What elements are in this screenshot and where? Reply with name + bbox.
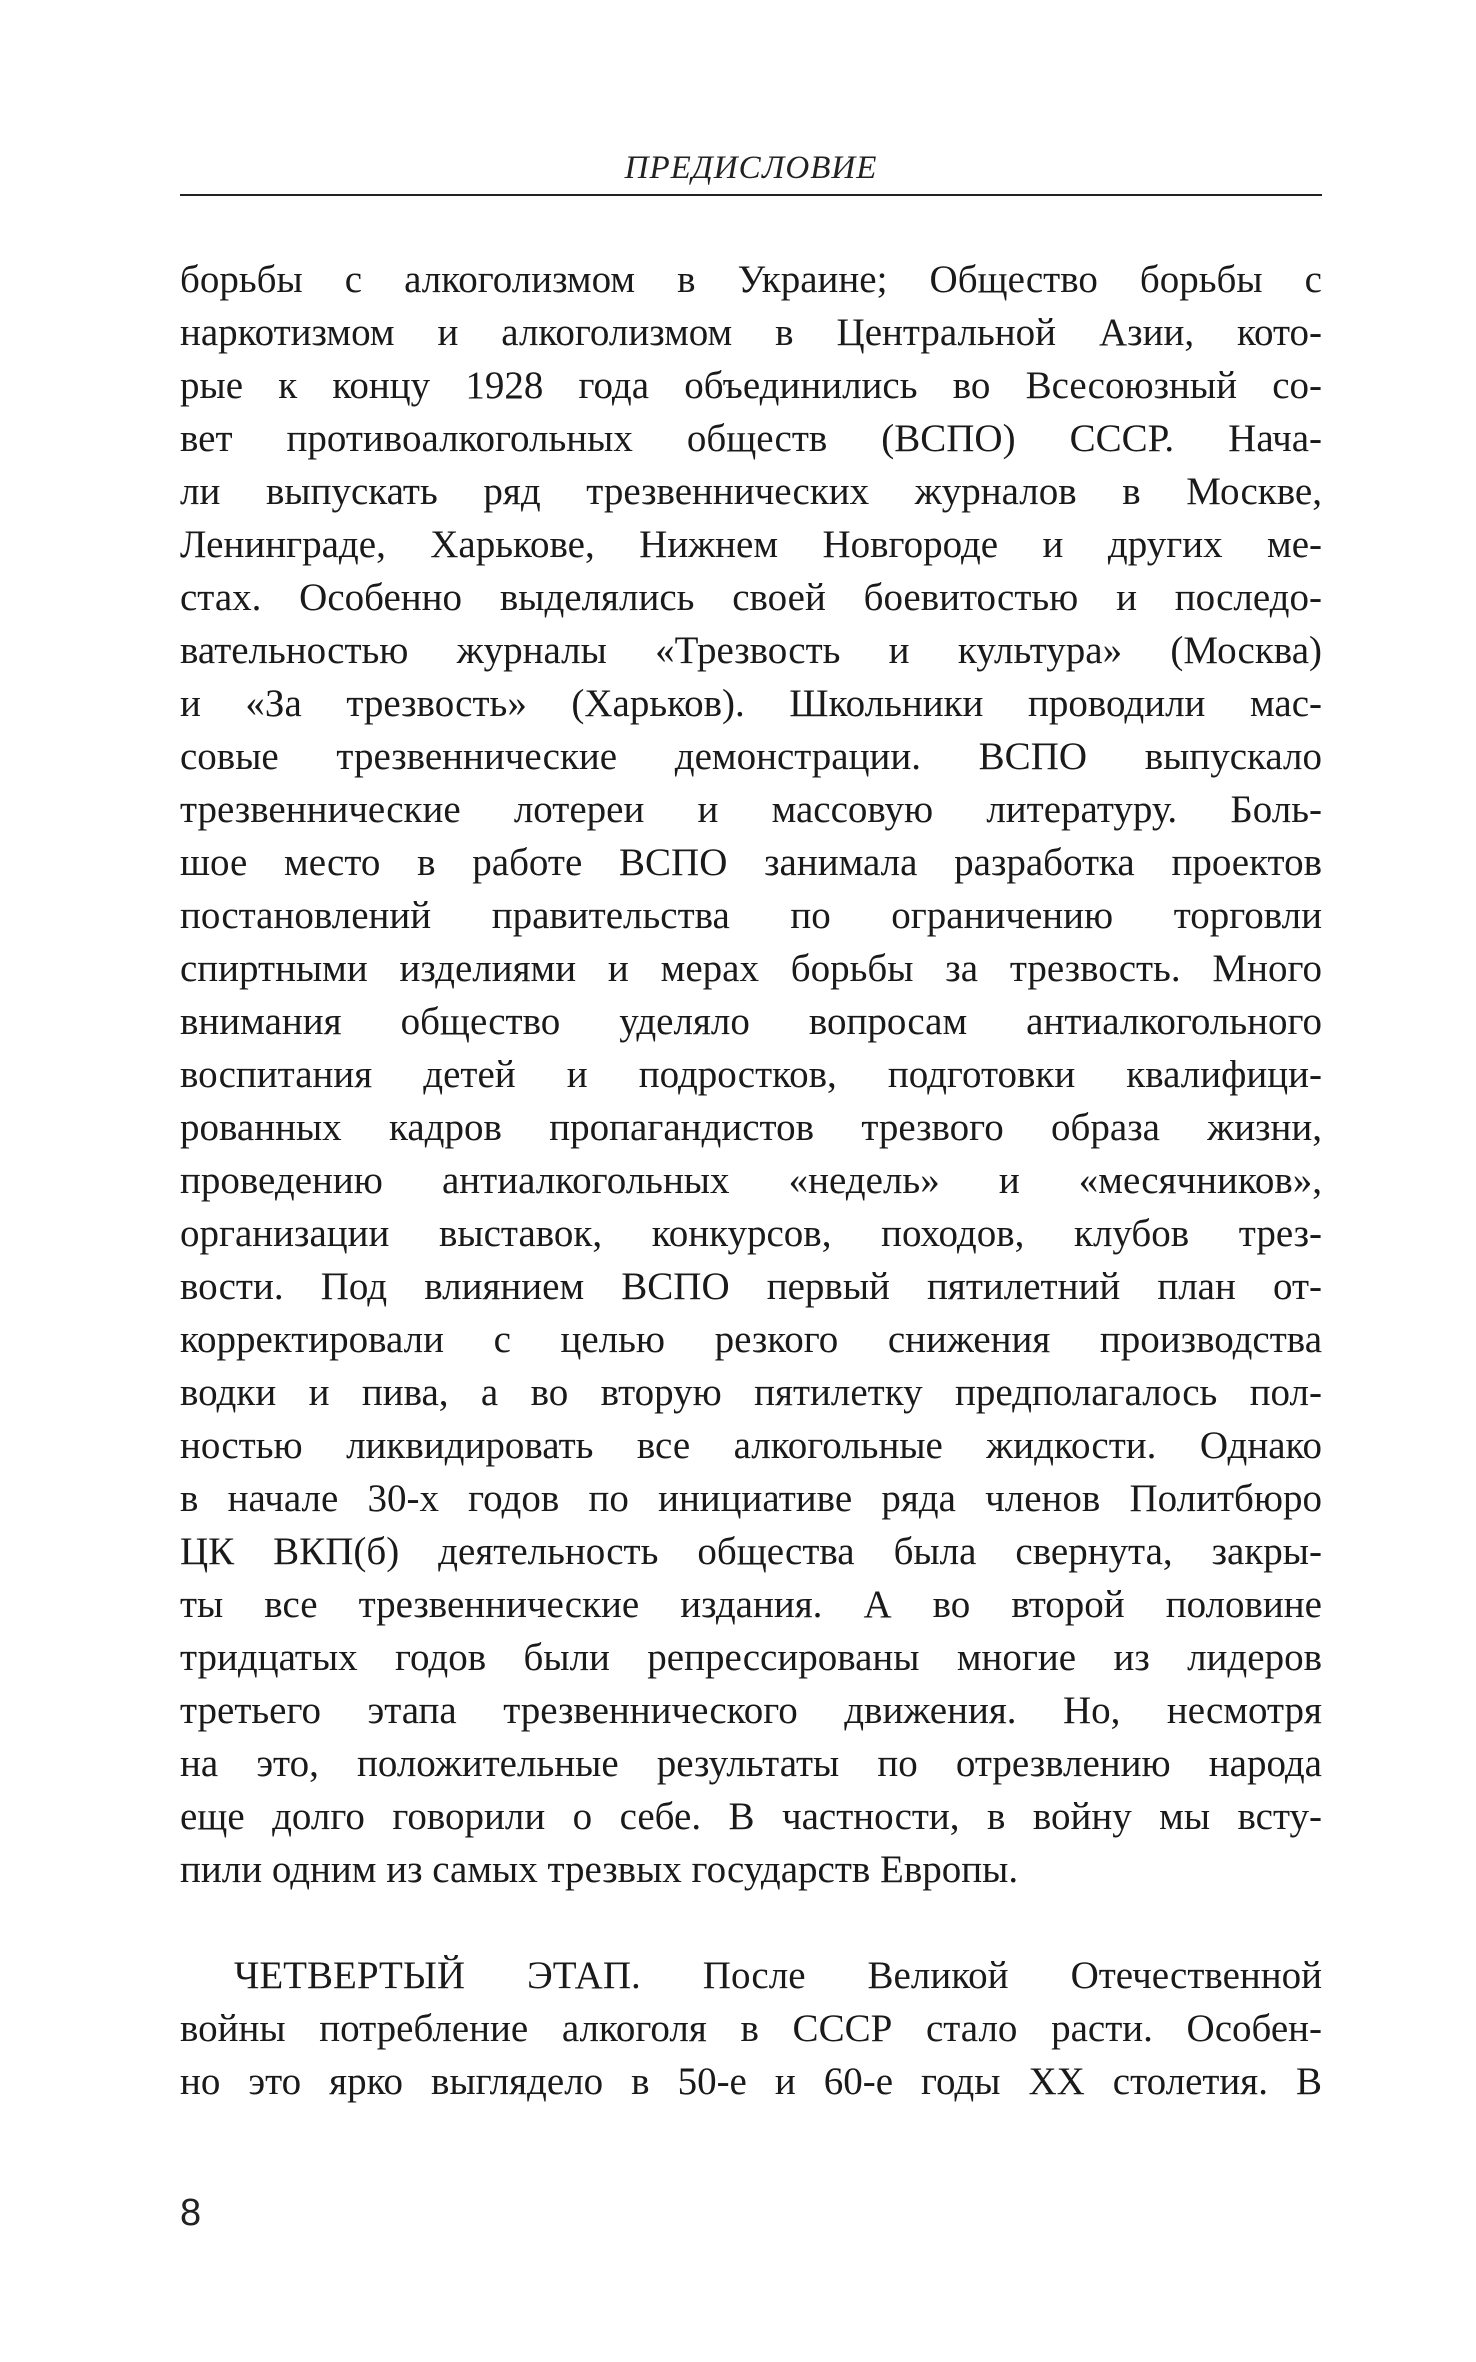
text-line: войны потребление алкоголя в СССР стало расти. Особен- bbox=[180, 2007, 1322, 2050]
text-line: шое место в работе ВСПО занимала разработка проектов bbox=[180, 841, 1322, 884]
text-line: совые трезвеннические демонстрации. ВСПО выпускало bbox=[180, 735, 1322, 778]
paragraph-spacer bbox=[180, 1896, 1322, 1949]
text-line: постановлений правительства по ограничению торговли bbox=[180, 894, 1322, 937]
paragraph bbox=[180, 1949, 1322, 2108]
text-line: борьбы с алкоголизмом в Украине; Общество борьбы с bbox=[180, 258, 1322, 301]
text-line: ли выпускать ряд трезвеннических журналов в Москве, bbox=[180, 470, 1322, 513]
text-line: третьего этапа трезвеннического движения. Но, несмотря bbox=[180, 1689, 1322, 1732]
text-line: рые к концу 1928 года объединились во Всесоюзный со- bbox=[180, 364, 1322, 407]
text-line: внимания общество уделяло вопросам антиалкогольного bbox=[180, 1000, 1322, 1043]
text-line: ЦК ВКП(б) деятельность общества была свернута, закры- bbox=[180, 1530, 1322, 1573]
text-line: воспитания детей и подростков, подготовки квалифици- bbox=[180, 1053, 1322, 1096]
text-line: и «За трезвость» (Харьков). Школьники проводили мас- bbox=[180, 682, 1322, 725]
text-line: Ленинграде, Харькове, Нижнем Новгороде и других ме- bbox=[180, 523, 1322, 566]
text-line: вательностью журналы «Трезвость и культура» (Москва) bbox=[180, 629, 1322, 672]
text-line: трезвеннические лотереи и массовую литературу. Боль- bbox=[180, 788, 1322, 831]
text-line: еще долго говорили о себе. В частности, в войну мы всту- bbox=[180, 1795, 1322, 1838]
text-line: стах. Особенно выделялись своей боевитостью и последо- bbox=[180, 576, 1322, 619]
text-line: в начале 30-х годов по инициативе ряда членов Политбюро bbox=[180, 1477, 1322, 1520]
text-line: тридцатых годов были репрессированы многие из лидеров bbox=[180, 1636, 1322, 1679]
text-line: ностью ликвидировать все алкогольные жидкости. Однако bbox=[180, 1424, 1322, 1467]
text-line: спиртными изделиями и мерах борьбы за трезвость. Много bbox=[180, 947, 1322, 990]
text-line: вет противоалкогольных обществ (ВСПО) СССР. Нача- bbox=[180, 417, 1322, 460]
text-line: ЧЕТВЕРТЫЙ ЭТАП. После Великой Отечественной bbox=[234, 1954, 1322, 1997]
paragraph bbox=[180, 253, 1322, 1896]
header-rule bbox=[180, 194, 1322, 196]
running-head: ПРЕДИСЛОВИЕ bbox=[624, 150, 878, 186]
text-line: водки и пива, а во вторую пятилетку предполагалось пол- bbox=[180, 1371, 1322, 1414]
text-line: но это ярко выглядело в 50-е и 60-е годы XX столетия. В bbox=[180, 2060, 1322, 2103]
text-line: пили одним из самых трезвых государств Европы. bbox=[180, 1848, 1019, 1891]
text-line: организации выставок, конкурсов, походов, клубов трез- bbox=[180, 1212, 1322, 1255]
text-line: корректировали с целью резкого снижения производства bbox=[180, 1318, 1322, 1361]
text-line: на это, положительные результаты по отрезвлению народа bbox=[180, 1742, 1322, 1785]
text-line: наркотизмом и алкоголизмом в Центральной Азии, кото- bbox=[180, 311, 1322, 354]
page-number: 8 bbox=[180, 2192, 202, 2234]
body-text bbox=[180, 253, 1322, 2108]
text-line: рованных кадров пропагандистов трезвого образа жизни, bbox=[180, 1106, 1322, 1149]
text-line: вости. Под влиянием ВСПО первый пятилетний план от- bbox=[180, 1265, 1322, 1308]
text-line: проведению антиалкогольных «недель» и «месячников», bbox=[180, 1159, 1322, 1202]
text-line: ты все трезвеннические издания. А во второй половине bbox=[180, 1583, 1322, 1626]
